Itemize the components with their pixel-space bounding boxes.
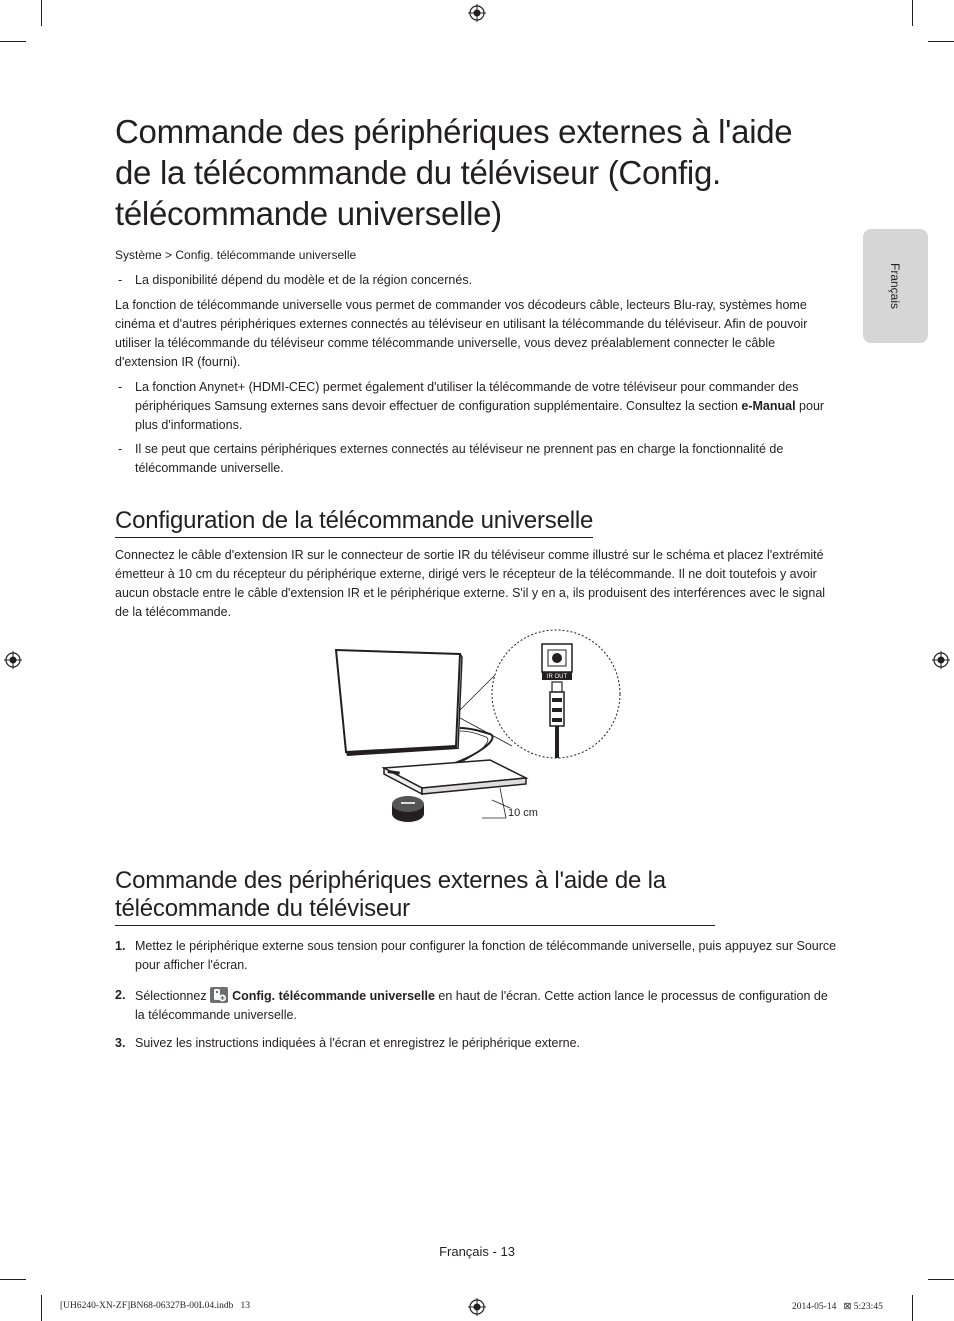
step-text: Mettez le périphérique externe sous tension pour configurer la fonction de télécommande universelle, puis appuyez sur Source pour afficher l'écran. — [135, 939, 837, 972]
page-number: Français - 13 — [439, 1244, 515, 1259]
note-dash: - — [118, 380, 123, 394]
page-title: Commande des périphériques externes à l'aide de la télécommande du téléviseur (Config. télécommande universelle) — [115, 113, 793, 232]
e-manual-link: e-Manual — [741, 399, 796, 413]
crop-mark — [928, 41, 954, 42]
language-tab-label: Français — [888, 262, 902, 310]
breadcrumb-separator: > — [165, 248, 173, 262]
ir-cable-diagram — [330, 628, 630, 828]
note-availability — [115, 271, 840, 290]
crop-mark — [41, 1295, 42, 1321]
step-text — [135, 986, 840, 1025]
step-text: Suivez les instructions indiquées à l'écran et enregistrez le périphérique externe. — [135, 1036, 580, 1050]
external-device-illustration — [384, 760, 526, 794]
registration-mark-icon — [468, 4, 486, 22]
step-item — [115, 937, 840, 975]
note-dash: - — [118, 442, 123, 456]
distance-label: 10 cm — [508, 807, 538, 819]
step-item — [115, 986, 840, 1025]
section-heading-configuration: Configuration de la télécommande universelle — [115, 507, 593, 538]
step-number: 3. — [115, 1036, 126, 1050]
universal-remote-setup-icon — [209, 986, 229, 1004]
registration-mark-icon — [468, 1298, 486, 1316]
registration-mark-icon — [4, 651, 22, 669]
intro-paragraph: La fonction de télécommande universelle vous permet de commander vos décodeurs câble, lecteurs Blu-ray, systèmes home cinéma et d'autres périphériques externes connectés au téléviseur en utilisant la télécommande du téléviseur. Afin de pouvoir utiliser la télécommande du téléviseur comme télécommande universelle, vous devez préalablement connecter le câble d'extension IR (fourni). — [115, 298, 808, 369]
breadcrumb-leaf: Config. télécommande universelle — [175, 248, 357, 262]
note-anynet — [115, 378, 840, 435]
note-anynet-before: La fonction Anynet+ (HDMI-CEC) permet également d'utiliser la télécommande de votre téléviseur pour commander des périphériques Samsung externes sans devoir effectuer de configuration supplémentaire. Consultez la section — [135, 380, 799, 413]
section-heading-control: Commande des périphériques externes à l'aide de la télécommande du téléviseur — [115, 867, 715, 926]
crop-mark — [912, 1295, 913, 1321]
note-compatibility-text: Il se peut que certains périphériques externes connectés au téléviseur ne prennent pas en charge la fonctionnalité de télécommande universelle. — [135, 442, 784, 475]
ir-emitter-illustration — [392, 796, 424, 822]
breadcrumb — [115, 248, 356, 262]
crop-mark — [928, 1279, 954, 1280]
crop-mark — [0, 41, 26, 42]
ir-out-label: IR OUT — [546, 674, 568, 680]
note-availability-text: La disponibilité dépend du modèle et de la région concernés. — [135, 273, 473, 287]
step-item — [115, 1034, 840, 1053]
crop-mark — [0, 1279, 26, 1280]
note-compatibility — [115, 440, 840, 478]
note-anynet-after: pour plus d'informations. — [135, 399, 825, 432]
file-slug: [UH6240-XN-ZF]BN68-06327B-00L04.indb 13 — [60, 1301, 250, 1311]
crop-mark — [41, 0, 42, 26]
registration-mark-icon — [932, 651, 950, 669]
date-slug: 2014-05-14 ⊠ 5:23:45 — [792, 1302, 883, 1312]
breadcrumb-root: Système — [115, 248, 162, 262]
note-anynet-text — [135, 378, 840, 435]
section-configuration-body: Connectez le câble d'extension IR sur le connecteur de sortie IR du téléviseur comme illustré sur le schéma et placez l'extrémité émetteur à 10 cm du récepteur du périphérique externe, dirigé vers le récepteur de la télécommande. Il ne doit toutefois y avoir aucun obstacle entre le câble d'extension IR et le périphérique externe. S'il y en a, ils produisent des interférences avec le signal de la télécommande. — [115, 548, 826, 619]
tv-illustration — [336, 650, 462, 756]
step-text-after: en haut de l'écran. Cette action lance le processus de configuration de la télécommande universelle. — [135, 989, 828, 1022]
language-tab — [863, 229, 928, 343]
crop-mark — [912, 0, 913, 26]
step-menu-option: Config. télécommande universelle — [232, 989, 435, 1003]
note-dash: - — [118, 273, 123, 287]
ir-out-port-callout — [492, 630, 620, 758]
step-number: 2. — [115, 988, 126, 1002]
step-text-before: Sélectionnez — [135, 989, 211, 1003]
step-number: 1. — [115, 939, 126, 953]
